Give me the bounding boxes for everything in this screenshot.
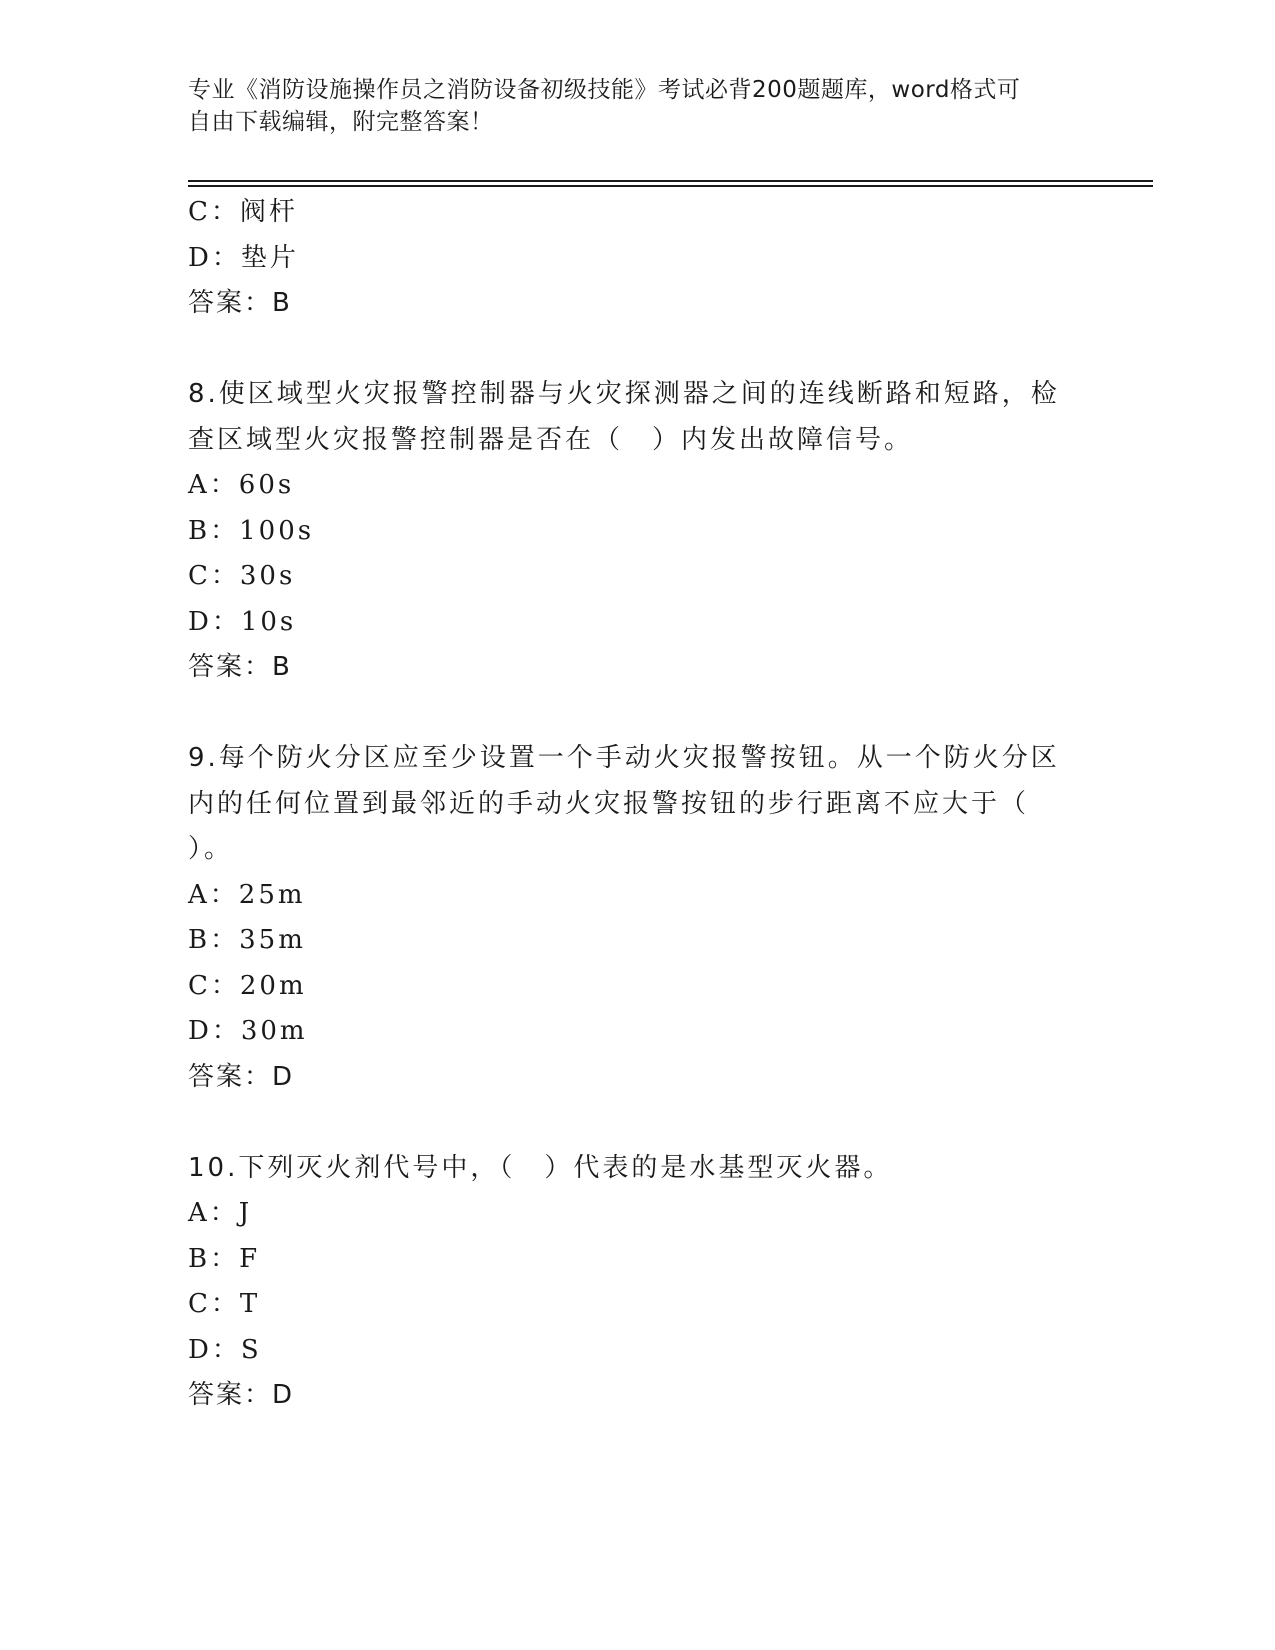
question-8 [188,372,1088,691]
option-a: A：J [188,1198,253,1228]
answer-line: 答案：D [188,1380,295,1410]
answer-line: 答案：B [188,288,292,318]
option-a: A：25m [188,879,306,910]
option-b: B：35m [188,925,306,955]
question-text-line: 9.每个防火分区应至少设置一个手动火灾报警按钮。从一个防火分区 [188,743,1060,773]
question-text-line: 10.下列灭火剂代号中，（ ）代表的是水基型灭火器。 [188,1152,893,1183]
option-d: D：S [188,1334,262,1365]
carry-over-block [188,190,1088,327]
header-rule-bottom [188,185,1153,187]
option-d: D：垫片 [188,242,299,273]
document-body [188,190,1088,1419]
answer-line: 答案：B [188,652,292,682]
header-line-2: 自由下载编辑，附完整答案！ [188,109,494,135]
question-text-line: ）。 [188,834,234,864]
option-c: C：T [188,1289,261,1319]
document-header [188,74,1088,138]
header-rule-top [188,180,1153,182]
question-10 [188,1146,1088,1419]
spacer [188,691,1088,737]
option-c: C：30s [188,561,296,591]
question-text-line: 内的任何位置到最邻近的手动火灾报警按钮的步行距离不应大于（ [188,788,1030,819]
option-b: B：F [188,1243,261,1274]
option-d: D：30m [188,1016,308,1046]
question-text-line: 查区域型火灾报警控制器是否在（ ）内发出故障信号。 [188,424,914,455]
answer-line: 答案：D [188,1061,295,1092]
option-c: C：20m [188,970,307,1001]
option-c: C：阀杆 [188,197,298,227]
question-text-line: 8.使区域型火灾报警控制器与火灾探测器之间的连线断路和短路，检 [188,379,1060,409]
question-9 [188,736,1088,1100]
option-a: A：60s [188,470,295,500]
header-line-1: 专业《消防设施操作员之消防设备初级技能》考试必背200题题库，word格式可 [188,77,1021,103]
spacer [188,327,1088,373]
option-d: D：10s [188,606,297,637]
option-b: B：100s [188,515,315,546]
spacer [188,1100,1088,1146]
